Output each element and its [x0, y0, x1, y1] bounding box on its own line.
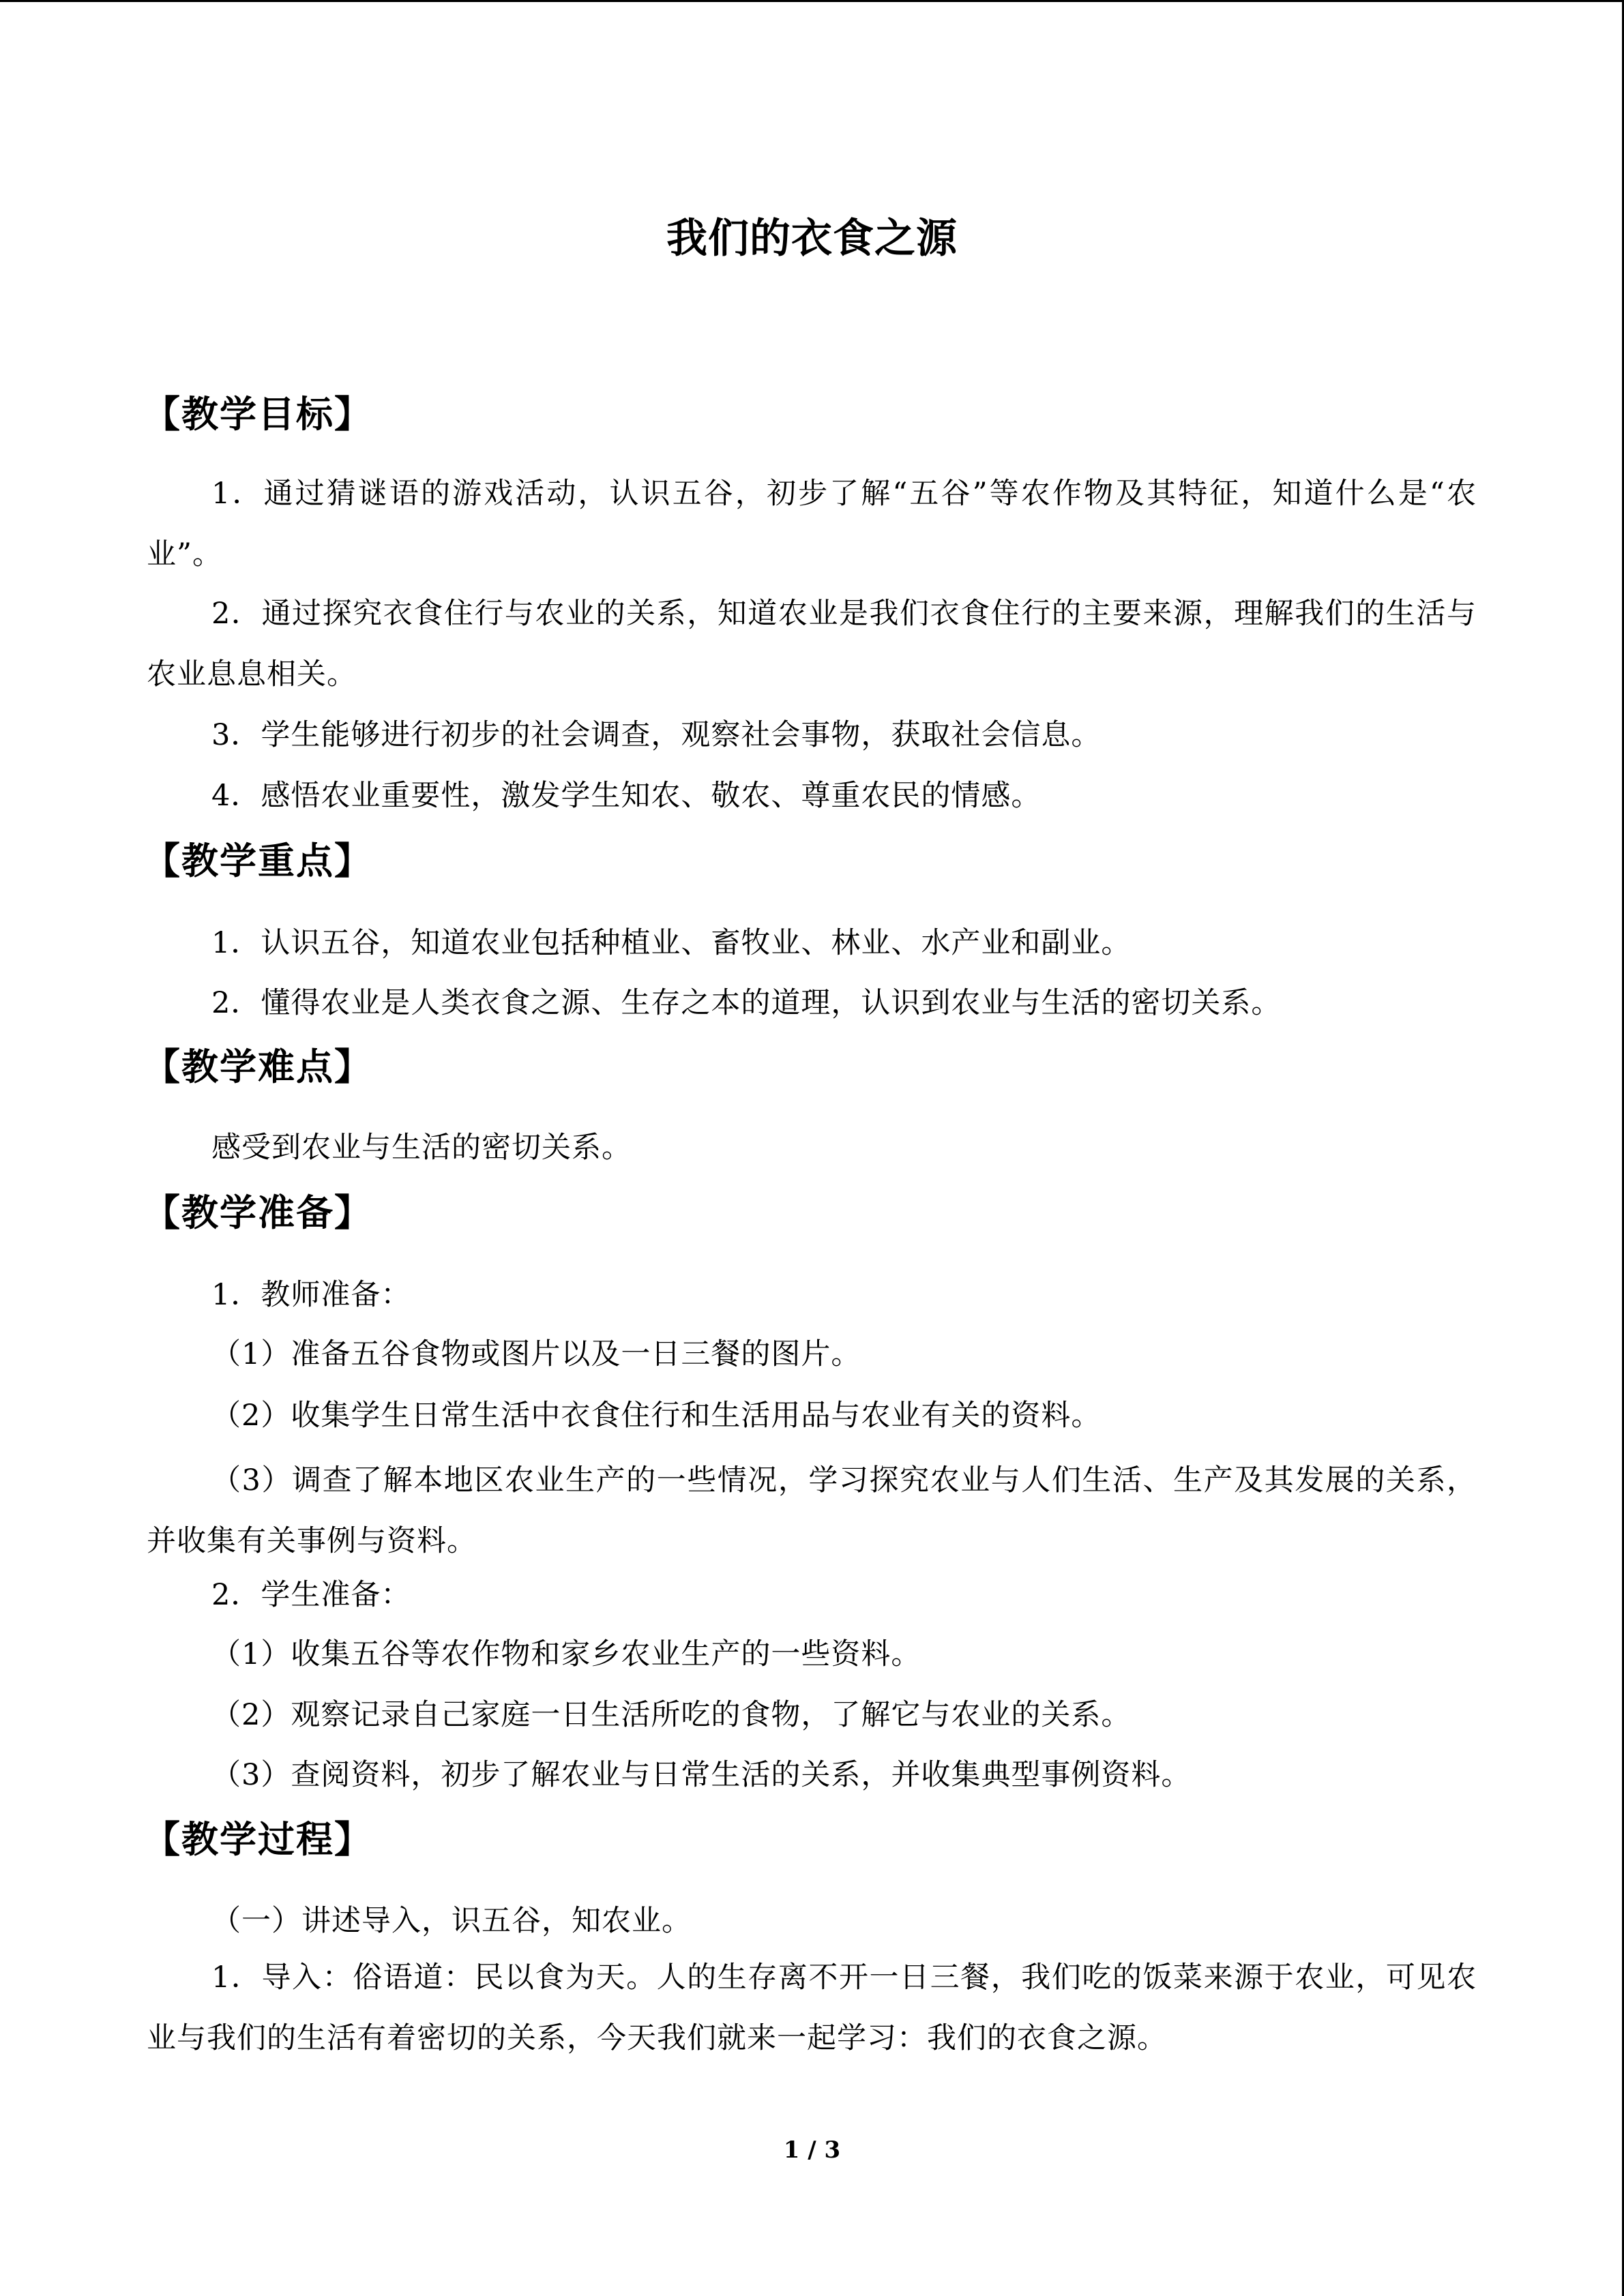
student-prep-1: （1）收集五谷等农作物和家乡农业生产的一些资料。 — [211, 1637, 921, 1671]
key-point-2: 2．懂得农业是人类衣食之源、生存之本的道理，认识到农业与生活的密切关系。 — [211, 986, 1282, 1020]
process-part-1: （一）讲述导入，识五谷，知农业。 — [211, 1904, 692, 1938]
student-prep-2: （2）观察记录自己家庭一日生活所吃的食物，了解它与农业的关系。 — [211, 1698, 1132, 1732]
heading-process: 【教学过程】 — [143, 1817, 372, 1861]
page-title: 我们的衣食之源 — [666, 215, 958, 263]
process-paragraph-1: 1．导入：俗语道：民以食为天。人的生存离不开一日三餐，我们吃的饭菜来源于农业，可见农业与我们的生活有着密切的关系，今天我们就来一起学习：我们的衣食之源。 — [147, 1960, 1477, 2055]
difficulty-1: 感受到农业与生活的密切关系。 — [211, 1131, 632, 1165]
teacher-prep-1: （1）准备五谷食物或图片以及一日三餐的图片。 — [211, 1337, 861, 1371]
goal-paragraph-1: 1．通过猜谜语的游戏活动，认识五谷，初步了解“五谷”等农作物及其特征，知道什么是“农业”。 — [147, 477, 1477, 571]
key-point-1: 1．认识五谷，知道农业包括种植业、畜牧业、林业、水产业和副业。 — [211, 926, 1132, 960]
heading-difficulties: 【教学难点】 — [143, 1045, 372, 1088]
heading-teaching-goals: 【教学目标】 — [143, 392, 372, 436]
teacher-prep-2: （2）收集学生日常生活中衣食住行和生活用品与农业有关的资料。 — [211, 1399, 1102, 1433]
student-prep-label: 2．学生准备： — [211, 1578, 411, 1612]
page-border-top — [0, 0, 1624, 2]
goal-paragraph-3: 3．学生能够进行初步的社会调查，观察社会事物，获取社会信息。 — [211, 718, 1102, 752]
heading-key-points: 【教学重点】 — [143, 839, 372, 882]
page-number: 1 / 3 — [783, 2136, 841, 2164]
goal-paragraph-2: 2．通过探究衣食住行与农业的关系，知道农业是我们衣食住行的主要来源，理解我们的生活与农业息息相关。 — [147, 597, 1477, 691]
teacher-prep-3: （3）调查了解本地区农业生产的一些情况，学习探究农业与人们生活、生产及其发展的关系，并收集有关事例与资料。 — [147, 1463, 1477, 1558]
heading-preparation: 【教学准备】 — [143, 1191, 372, 1234]
goal-paragraph-4: 4．感悟农业重要性，激发学生知农、敬农、尊重农民的情感。 — [211, 779, 1042, 813]
student-prep-3: （3）查阅资料，初步了解农业与日常生活的关系，并收集典型事例资料。 — [211, 1758, 1192, 1792]
teacher-prep-label: 1．教师准备： — [211, 1278, 411, 1312]
